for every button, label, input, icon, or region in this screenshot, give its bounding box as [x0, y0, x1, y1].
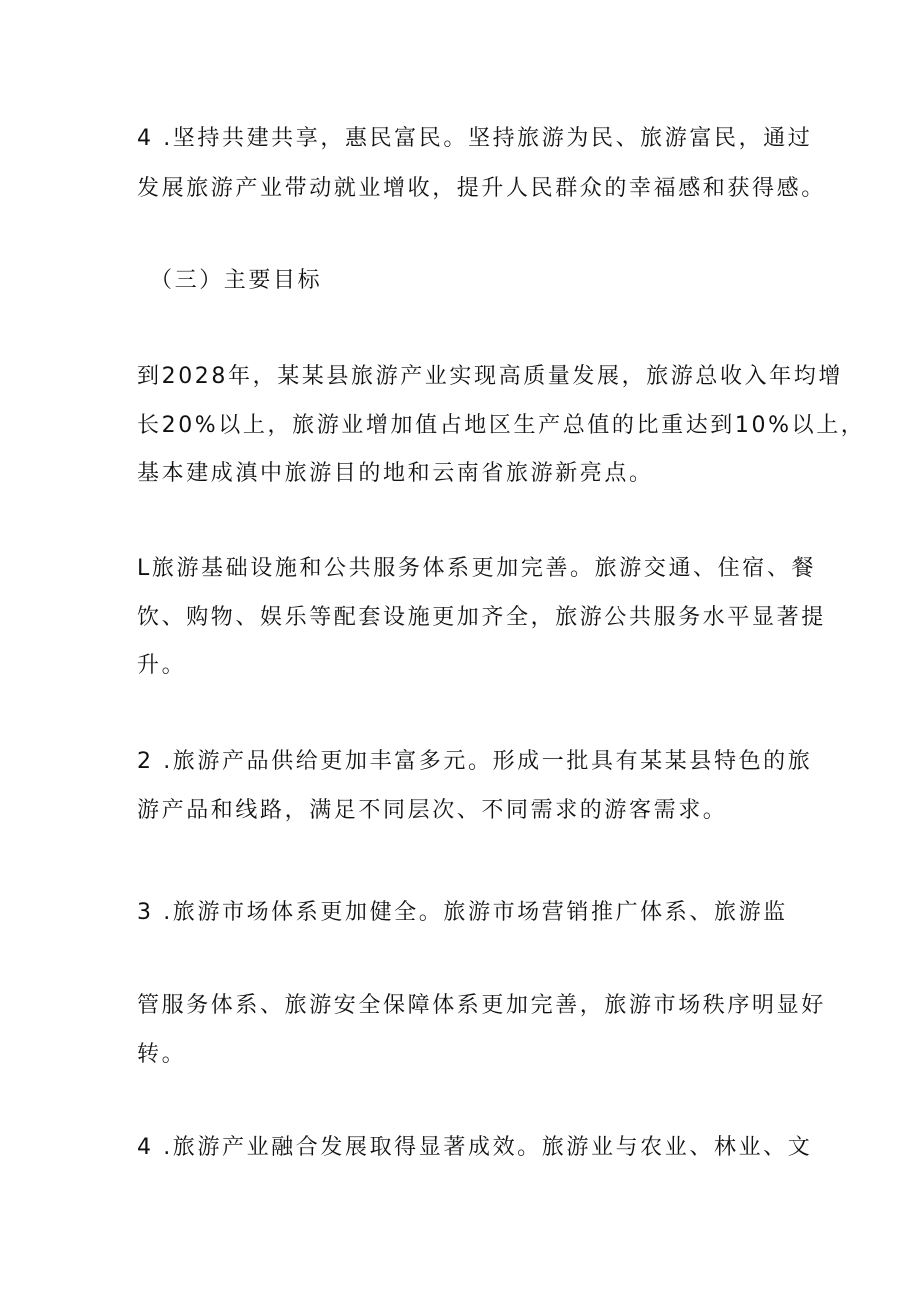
paragraph-line: L旅游基础设施和公共服务体系更加完善。旅游交通、住宿、餐	[137, 556, 817, 581]
paragraph-line: 2 .旅游产品供给更加丰富多元。形成一批具有某某县特色的旅	[137, 749, 813, 774]
paragraph-line: 4 .旅游产业融合发展取得显著成效。旅游业与农业、林业、文	[137, 1135, 813, 1160]
paragraph-line: 长20%以上，旅游业增加值占地区生产总值的比重达到10%以上，	[137, 413, 866, 438]
paragraph-line: 游产品和线路，满足不同层次、不同需求的游客需求。	[137, 798, 728, 823]
paragraph-line: 到2028年，某某县旅游产业实现高质量发展，旅游总收入年均增	[137, 364, 843, 389]
paragraph-line: 转。	[137, 1042, 187, 1067]
paragraph-line: 发展旅游产业带动就业增收，提升人民群众的幸福感和获得感。	[137, 176, 826, 201]
section-heading: （三）主要目标	[150, 268, 323, 293]
paragraph-line: 管服务体系、旅游安全保障体系更加完善，旅游市场秩序明显好	[137, 993, 826, 1018]
paragraph-line: 升。	[137, 653, 187, 678]
paragraph-line: 4 .坚持共建共享，惠民富民。坚持旅游为民、旅游富民，通过	[137, 126, 813, 151]
paragraph-line: 饮、购物、娱乐等配套设施更加齐全，旅游公共服务水平显著提	[137, 605, 826, 630]
paragraph-line: 基本建成滇中旅游目的地和云南省旅游新亮点。	[137, 461, 654, 486]
paragraph-line: 3 .旅游市场体系更加健全。旅游市场营销推广体系、旅游监	[137, 900, 788, 925]
